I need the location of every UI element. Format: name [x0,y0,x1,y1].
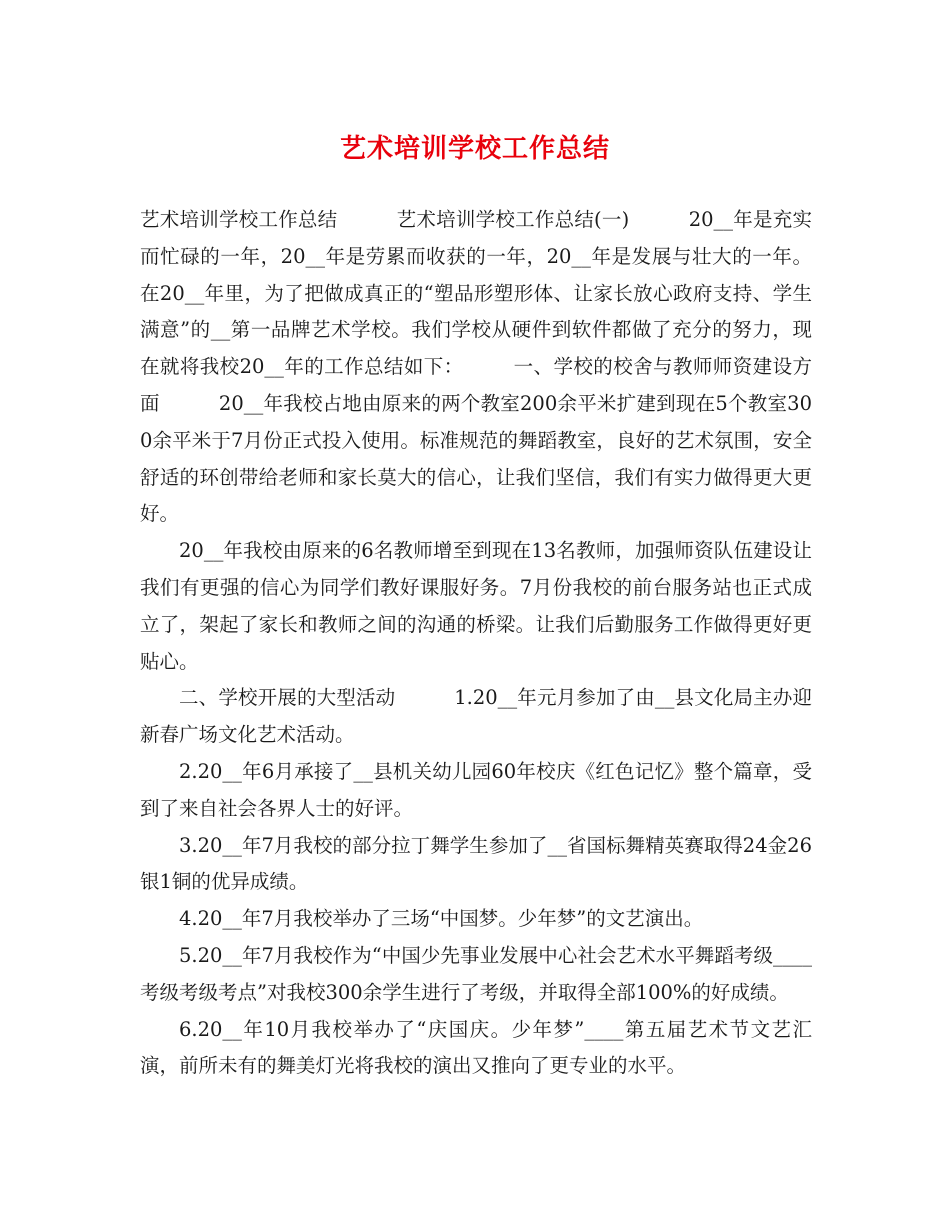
paragraph: 6.20__年10月我校举办了“庆国庆。少年梦”____第五届艺术节文艺汇演，前所未有的舞美灯光将我校的演出又推向了更专业的水平。 [140,1017,812,1078]
paragraph: 2.20__年6月承接了__县机关幼儿园60年校庆《红色记忆》整个篇章，受到了来自社会各界人士的好评。 [140,759,812,820]
paragraph: 3.20__年7月我校的部分拉丁舞学生参加了__省国标舞精英赛取得24金26银1铜的优异成绩。 [140,833,812,894]
document-title: 艺术培训学校工作总结 [339,134,610,164]
paragraph: 20__年我校由原来的6名教师增至到现在13名教师，加强师资队伍建设让我们有更强的信心为同学们教好课服好务。7月份我校的前台服务站也正式成立了，架起了家长和教师之间的沟通的桥梁。让我们后勤服务工作做得更好更贴心。 [140,539,812,673]
paragraph: 二、学校开展的大型活动 1.20__年元月参加了由__县文化局主办迎新春广场文化艺术活动。 [140,686,812,747]
document-body [140,202,812,1085]
paragraph: 4.20__年7月我校举办了三场“中国梦。少年梦”的文艺演出。 [179,907,704,931]
paragraph: 艺术培训学校工作总结 艺术培训学校工作总结(一) 20__年是充实而忙碌的一年，20__年是劳累而收获的一年，20__年是发展与壮大的一年。在20__年里，为了把做成真正的“塑品形塑形体、让家长放心政府支持、学生满意”的__第一品牌艺术学校。我们学校从硬件到软件都做了充分的努力，现在就将我校20__年的工作总结如下： 一、学校的校舍与教师师资建设方面 20__年我校占地由原来的两个教室200余平米扩建到现在5个教室300余平米于7月份正式投入使用。标准规范的舞蹈教室，良好的艺术氛围，安全舒适的环创带给老师和家长莫大的信心，让我们坚信，我们有实力做得更大更好。 [140,208,812,526]
paragraph: 5.20__年7月我校作为“中国少先事业发展中心社会艺术水平舞蹈考级____考级考级考点”对我校300余学生进行了考级，并取得全部100%的好成绩。 [140,943,812,1004]
